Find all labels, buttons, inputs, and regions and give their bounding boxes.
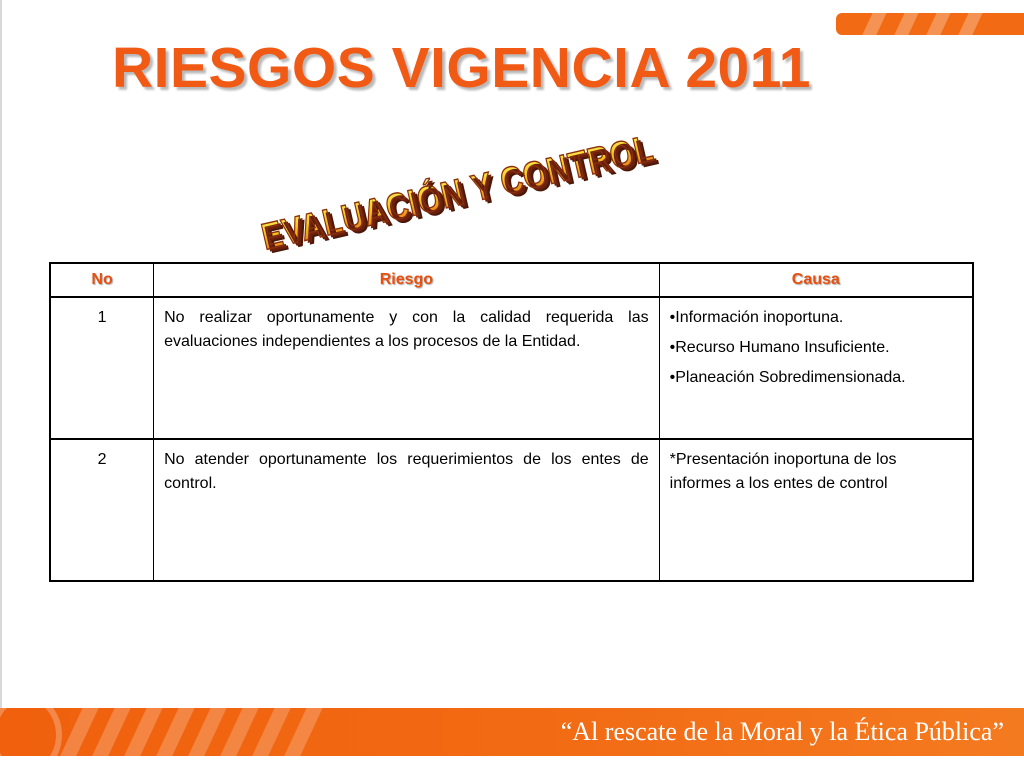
table-row	[50, 297, 973, 439]
subtitle-wordart	[258, 98, 798, 278]
header-causa: Causa	[659, 263, 973, 297]
table-row	[50, 439, 973, 581]
swirl-decoration	[0, 708, 62, 756]
cell-riesgo: No atender oportunamente los requerimientos de los entes de control.	[154, 439, 660, 581]
cause-item: *Presentación inoportuna de los informes a los entes de control	[669, 451, 897, 492]
footer-motto: “Al rescate de la Moral y la Ética Pública”	[560, 717, 1004, 746]
header-no: No	[50, 263, 154, 297]
cell-causa	[659, 439, 973, 581]
cell-no: 2	[50, 439, 154, 581]
table-header-row	[50, 263, 973, 297]
header-riesgo: Riesgo	[154, 263, 660, 297]
cause-item: •Información inoportuna.	[669, 309, 844, 326]
footer-bottom-strip	[0, 756, 1024, 768]
slide-title: RIESGOS VIGENCIA 2011	[112, 36, 811, 100]
cell-riesgo: No realizar oportunamente y con la calidad requerida las evaluaciones independientes a los procesos de la Entidad.	[154, 297, 660, 439]
cause-item: •Planeación Sobredimensionada.	[669, 369, 906, 386]
footer-banner	[0, 708, 1024, 756]
cell-causa	[659, 297, 973, 439]
cell-no: 1	[50, 297, 154, 439]
slide-edge	[0, 0, 2, 768]
cause-item: •Recurso Humano Insuficiente.	[669, 339, 890, 356]
top-decorative-bar	[836, 13, 1024, 35]
risk-table	[49, 262, 974, 582]
subtitle-text: EVALUACIÓN Y CONTROL	[258, 120, 698, 256]
